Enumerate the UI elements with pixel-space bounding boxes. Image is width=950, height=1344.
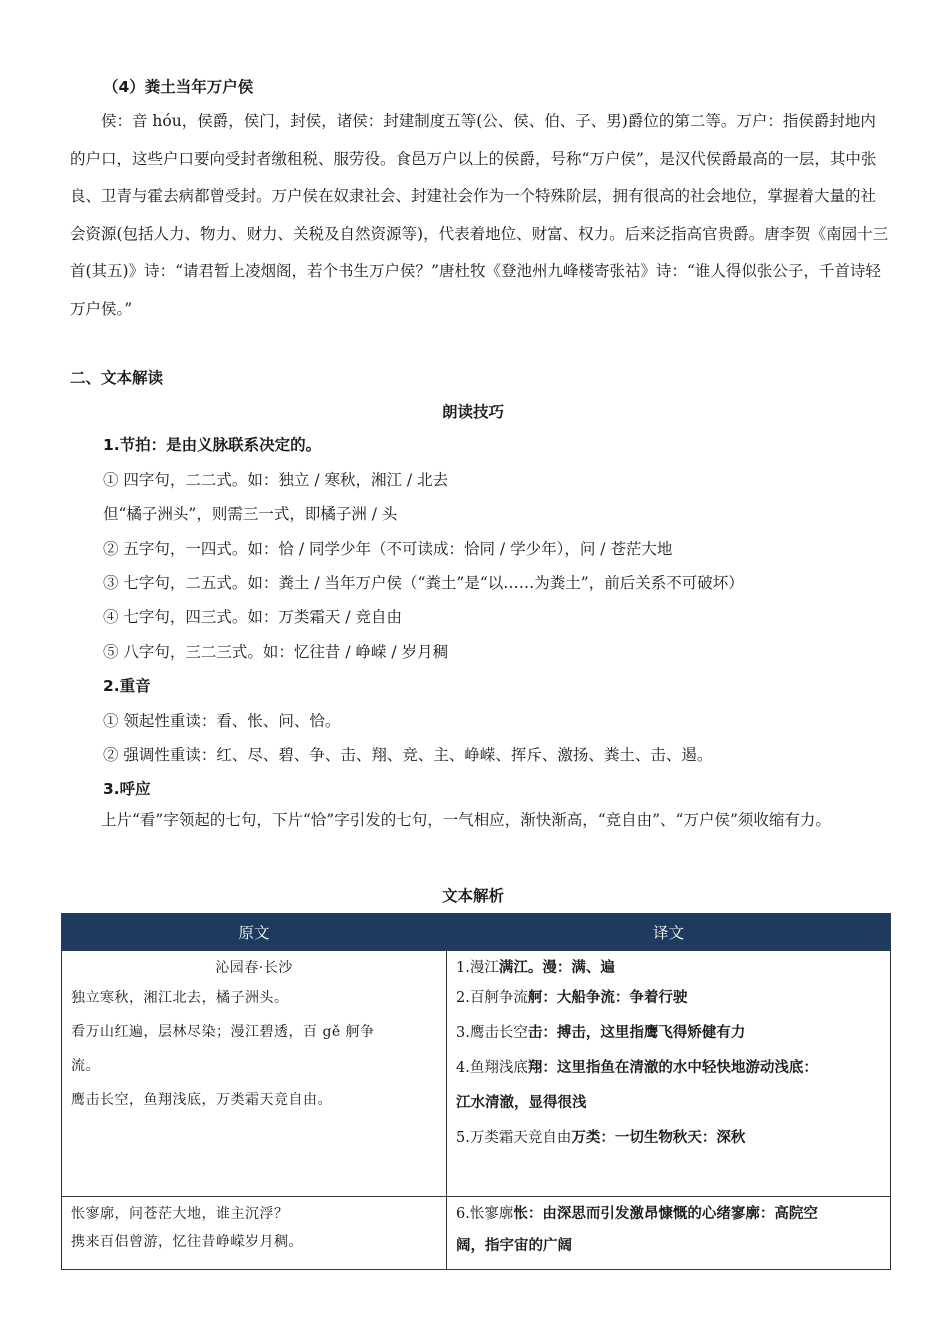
- rhythm-item: ① 四字句，二二式。如：独立 / 寒秋，湘江 / 北去: [103, 471, 449, 489]
- rhythm-item: ③ 七字句，二五式。如：粪土 / 当年万户侯（“粪土”是“以……为粪土”，前后关系不可破坏）: [103, 574, 744, 592]
- gloss: 满江。漫：满、遍: [498, 960, 615, 976]
- translation-line: [456, 1086, 881, 1121]
- gloss: 阔，指宇宙的广阔: [456, 1238, 572, 1254]
- term: 3.鹰击长空: [456, 1025, 528, 1041]
- gloss: 万类：一切生物秋天：深秋: [571, 1130, 746, 1146]
- gloss: 怅：由深思而引发激昂慷慨的心绪寥廓：高院空: [513, 1206, 818, 1222]
- original-line: 怅寥廓，问苍茫大地，谁主沉浮？: [71, 1206, 289, 1222]
- translation-line: [456, 955, 881, 981]
- translation-line: [456, 1227, 881, 1265]
- original-line: 鹰击长空，鱼翔浅底，万类霜天竞自由。: [71, 1092, 332, 1108]
- reading-title: 朗读技巧: [442, 403, 505, 421]
- table-row: [62, 951, 891, 1197]
- original-line: 携来百侣曾游，忆往昔峥嵘岁月稠。: [71, 1234, 303, 1250]
- stress-heading: 2.重音: [103, 677, 151, 695]
- term: 1.漫江: [456, 960, 499, 976]
- rhythm-item: ⑤ 八字句，三二三式。如：忆往昔 / 峥嵘 / 岁月稠: [103, 643, 449, 661]
- header-translation: 译文: [447, 914, 891, 951]
- gloss: 翔：这里指鱼在清澈的水中轻快地游动浅底：: [527, 1060, 818, 1076]
- term: 2.百舸争流: [456, 990, 528, 1006]
- translation-line: [456, 1016, 881, 1051]
- section-4-heading: （4）粪土当年万户侯: [103, 78, 254, 96]
- gloss: 击：搏击，这里指鹰飞得矫健有力: [527, 1025, 746, 1041]
- term: 5.万类霜天竞自由: [456, 1130, 572, 1146]
- original-line: 独立寒秋，湘江北去，橘子洲头。: [71, 990, 289, 1006]
- stress-item: ① 领起性重读：看、怅、问、恰。: [103, 712, 341, 730]
- echo-heading: 3.呼应: [103, 780, 151, 798]
- analysis-table: [61, 913, 891, 1270]
- header-original: 原文: [62, 914, 447, 951]
- section-2-heading: 二、文本解读: [70, 369, 164, 387]
- original-cell: [62, 951, 447, 1197]
- echo-text: 上片“看”字领起的七句，下片“恰”字引发的七句，一气相应，渐快渐高，“竞自由”、“万户侯”须收缩有力。: [101, 811, 831, 829]
- translation-line: [456, 1121, 881, 1156]
- translation-line: [456, 1051, 881, 1086]
- stress-item: ② 强调性重读：红、尽、碧、争、击、翔、竞、主、峥嵘、挥斥、激扬、粪土、击、遏。: [103, 746, 713, 764]
- rhythm-item: ② 五字句，一四式。如：恰 / 同学少年（不可读成：恰同 / 学少年），问 / 苍茫大地: [103, 540, 673, 558]
- rhythm-item: ④ 七字句，四三式。如：万类霜天 / 竞自由: [103, 608, 403, 626]
- translation-line: [456, 1201, 881, 1227]
- analysis-title: 文本解析: [442, 887, 505, 905]
- term: 4.鱼翔浅底: [456, 1060, 528, 1076]
- rhythm-heading: 1.节拍：是由义脉联系决定的。: [103, 436, 322, 454]
- original-line: 流。: [71, 1058, 100, 1074]
- gloss: 舸：大船争流：争着行驶: [527, 990, 688, 1006]
- table-row: [62, 1197, 891, 1270]
- translation-cell: [447, 951, 891, 1197]
- original-cell: [62, 1197, 447, 1270]
- gloss: 江水清澈，显得很浅: [456, 1095, 587, 1111]
- translation-line: [456, 981, 881, 1016]
- paragraph-text: 侯：音 hóu，侯爵，侯门，封侯，诸侯：封建制度五等(公、侯、伯、子、男)爵位的第二等。万户：指侯爵封地内的户口，这些户口要向受封者缴租税、服劳役。食邑万户以上的侯爵，号称“万户侯”，是汉代侯爵最高的一层，其中张良、卫青与霍去病都曾受封。万户侯在奴隶社会、封建社会作为一个特殊阶层，拥有很高的社会地位，掌握着大量的社会资源(包括人力、物力、财力、关税及自然资源等)，代表着地位、财富、权力。后来泛指高官贵爵。唐李贺《南园十三首(其五)》诗：“请君暂上凌烟阁，若个书生万户侯？”唐杜牧《登池州九峰楼寄张祜》诗：“谁人得似张公子，千首诗轻万户侯。”: [70, 112, 889, 318]
- term: 6.怅寥廓: [456, 1206, 514, 1222]
- original-line: 看万山红遍，层林尽染；漫江碧透，百 gě 舸争: [71, 1024, 375, 1040]
- translation-cell: [447, 1197, 891, 1270]
- rhythm-item: 但“橘子洲头”，则需三一式，即橘子洲 / 头: [103, 505, 398, 523]
- echo-paragraph: [70, 802, 890, 839]
- section-4-paragraph: [70, 103, 890, 328]
- table-header-row: [62, 914, 891, 951]
- poem-title: 沁园春·长沙: [215, 960, 293, 976]
